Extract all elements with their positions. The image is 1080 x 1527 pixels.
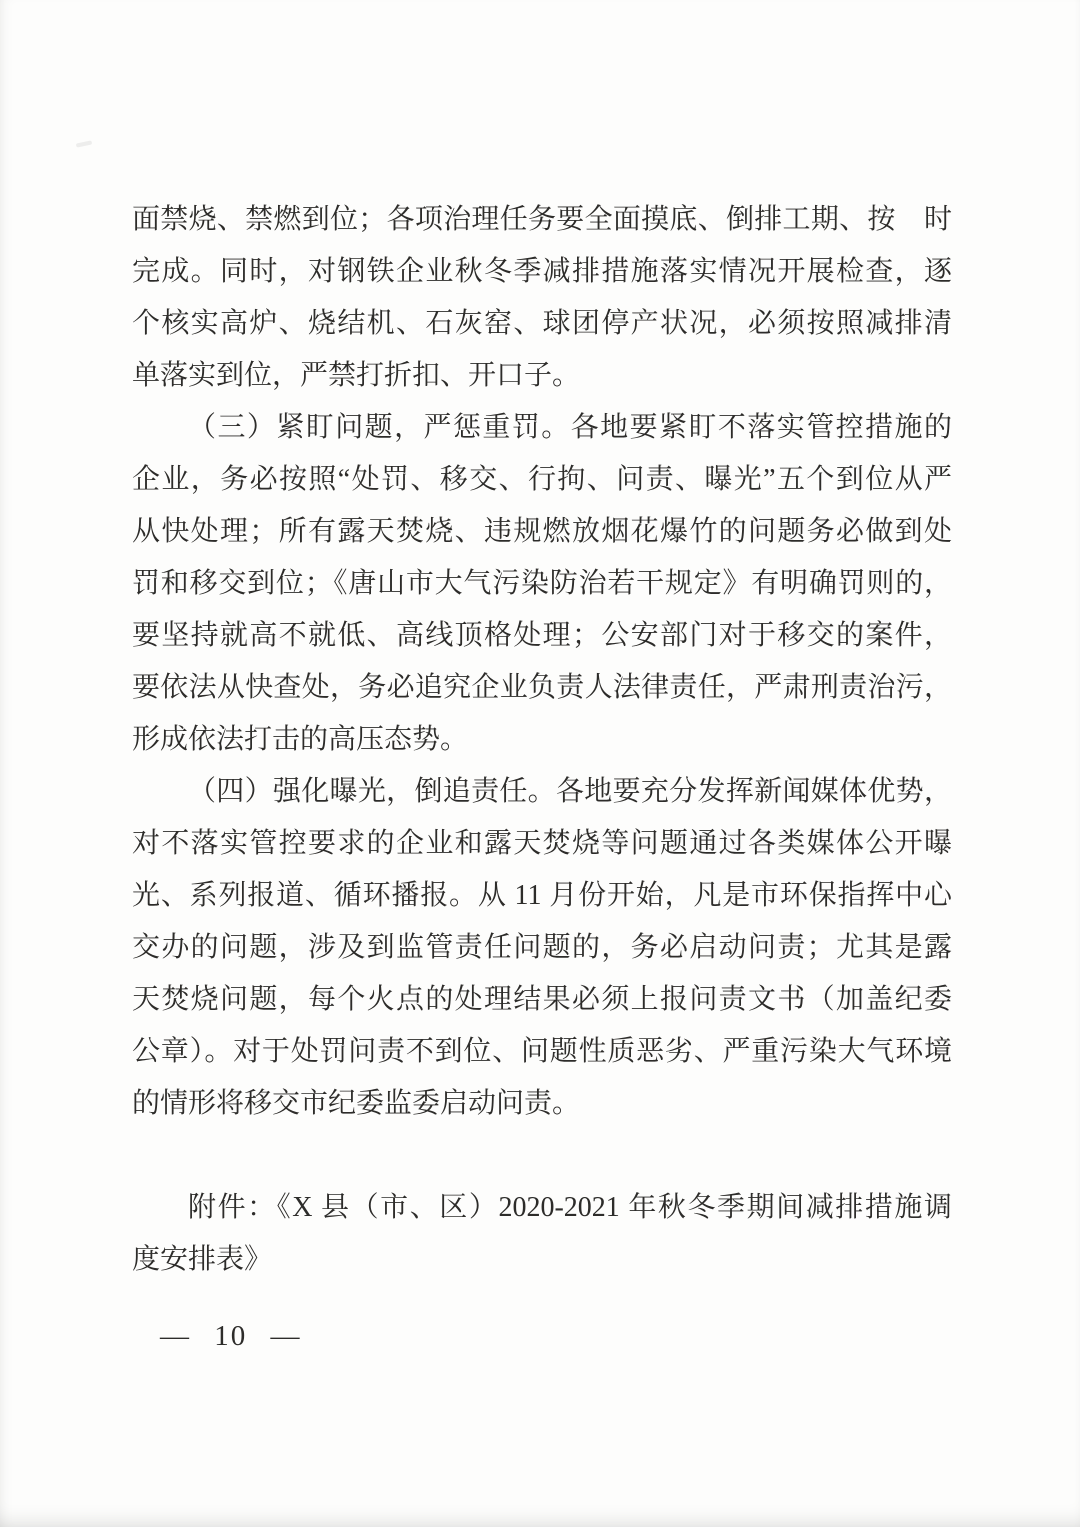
text-line: 要依法从快查处，务必追究企业负责人法律责任，严肃刑责治污，: [132, 672, 952, 703]
text-line: 要坚持就高不就低、高线顶格处理；公安部门对于移交的案件，: [132, 620, 952, 651]
text-line: 的情形将移交市纪委监委启动问责。: [132, 1088, 581, 1119]
text-line: 企业，务必按照“处罚、移交、行拘、问责、曝光”五个到位从严: [132, 464, 952, 495]
text-line: 形成依法打击的高压态势。: [132, 724, 469, 755]
text-line: 完成。同时，对钢铁企业秋冬季减排措施落实情况开展检查，逐: [132, 256, 952, 287]
text-line: 公章）。对于处罚问责不到位、问题性质恶劣、严重污染大气环境: [132, 1036, 952, 1067]
text-line: 面禁烧、禁燃到位；各项治理任务要全面摸底、倒排工期、按 时: [132, 204, 952, 235]
text-line: 罚和移交到位；《唐山市大气污染防治若干规定》有明确罚则的，: [132, 568, 952, 599]
text-line: 光、系列报道、循环播报。从 11 月份开始，凡是市环保指挥中心: [132, 880, 952, 911]
page-number: — 10 —: [160, 1320, 302, 1352]
scan-smudge: [76, 140, 92, 147]
text-line: 个核实高炉、烧结机、石灰窑、球团停产状况，必须按照减排清: [132, 308, 952, 339]
attachment-line: 度安排表》: [132, 1244, 273, 1275]
document-body: [132, 194, 952, 1286]
text-line: 从快处理；所有露天焚烧、违规燃放烟花爆竹的问题务必做到处: [132, 516, 952, 547]
attachment-line: 附件：《X 县（市、区）2020-2021 年秋冬季期间减排措施调: [188, 1192, 952, 1223]
text-line: （四）强化曝光，倒追责任。各地要充分发挥新闻媒体优势，: [188, 776, 952, 807]
text-line: 交办的问题，涉及到监管责任问题的，务必启动问责；尤其是露: [132, 932, 952, 963]
text-line: （三）紧盯问题，严惩重罚。各地要紧盯不落实管控措施的: [188, 412, 952, 443]
text-line: 单落实到位，严禁打折扣、开口子。: [132, 360, 581, 391]
text-line: 对不落实管控要求的企业和露天焚烧等问题通过各类媒体公开曝: [132, 828, 952, 859]
text-line: 天焚烧问题，每个火点的处理结果必须上报问责文书（加盖纪委: [132, 984, 952, 1015]
